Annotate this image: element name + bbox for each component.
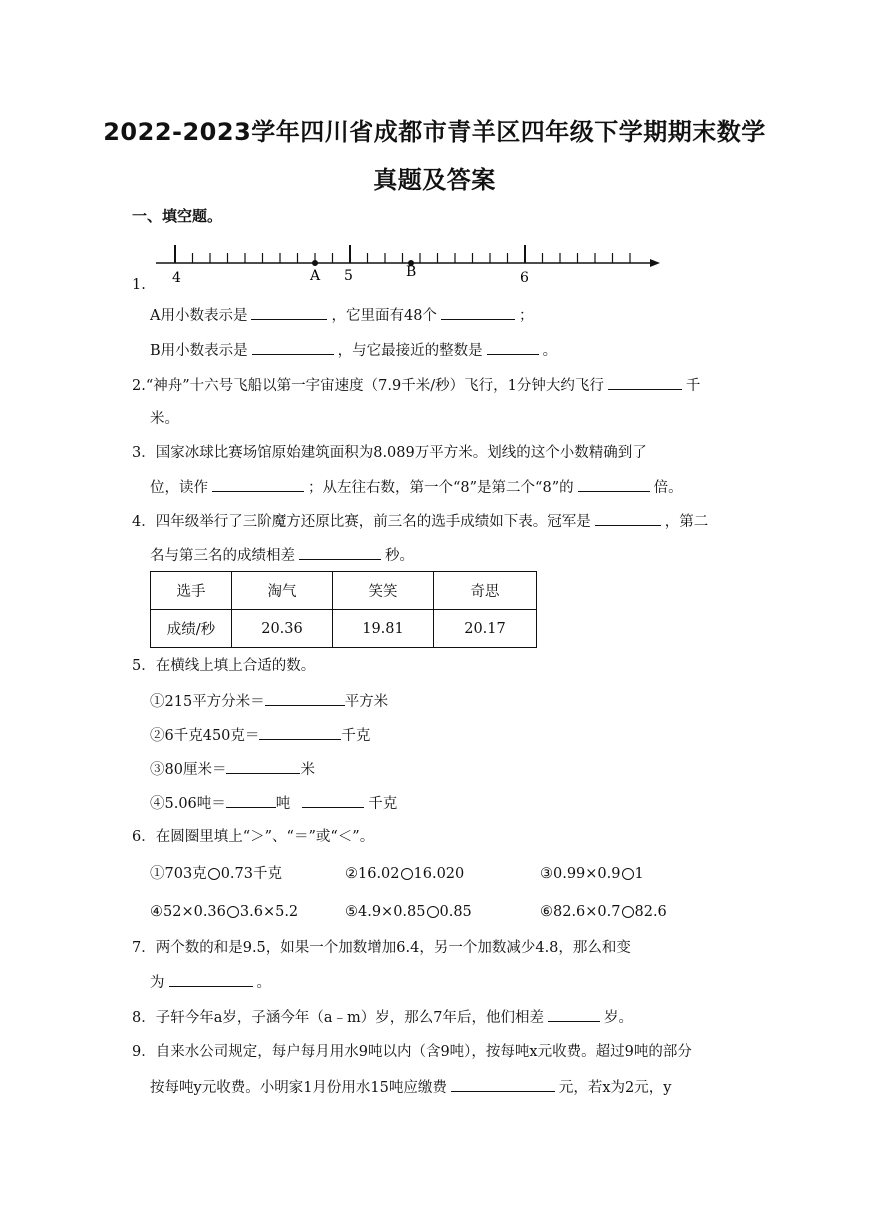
table-cell: 19.81 [333,610,434,648]
q6-item5-right: 0.85 [439,904,472,920]
q5-item2 [150,725,370,746]
q7-text2: 。 [256,975,271,991]
q6-item3 [540,864,644,884]
compare-circle[interactable] [227,906,239,918]
q6-item2-left: ②16.02 [345,866,400,882]
q7-blank[interactable] [169,972,253,987]
q8-text2: 岁。 [604,1010,633,1026]
label-B: B [406,264,417,280]
compare-circle[interactable] [401,868,413,880]
q5-item4 [150,793,397,814]
q6-item1-right: 0.73千克 [220,866,282,882]
q9-line1: 9．自来水公司规定，每户每月用水9吨以内（含9吨），按每吨x元收费。超过9吨的部分 [132,1044,692,1060]
number-line-ticks [175,245,630,263]
page-title-line1: 2022-2023学年四川省成都市青羊区四年级下学期期末数学 [103,118,766,146]
q5-item2-text: ②6千克450克＝ [150,728,260,744]
q3-blank1[interactable] [212,477,304,492]
table-cell: 成绩/秒 [151,610,232,648]
q9-text1: 按每吨y元收费。小明家1月份用水15吨应缴费 [150,1080,447,1096]
q3-text3: 倍。 [653,480,683,496]
q3-text1: 位，读作 [150,480,208,496]
table-header-cell: 奇思 [434,572,537,610]
q6-item3-right: 1 [634,866,644,882]
label-4: 4 [172,270,181,286]
q2-line1 [132,375,700,396]
q1-b-text2: ，与它最接近的整数是 [337,343,483,359]
q2-line2: 米。 [150,411,179,427]
q5-item1-unit: 平方米 [344,694,389,710]
q5-item4-unit2: 千克 [368,796,398,812]
q1-b-blank1[interactable] [252,340,334,355]
q2-blank[interactable] [608,375,682,390]
q5-line: 5．在横线上填上合适的数。 [132,658,316,674]
q1-b-text1: B用小数表示是 [150,343,248,359]
compare-circle[interactable] [622,906,634,918]
q1-b-text3: 。 [542,343,558,359]
q1-number: 1. [132,277,146,293]
number-line-arrow [650,259,660,267]
q6-line: 6．在圆圈里填上“＞”、“＝”或“＜”。 [132,829,375,845]
q5-item2-blank[interactable] [259,725,341,740]
q8-line [132,1007,633,1028]
q4-text3: 名与第三名的成绩相差 [150,548,295,564]
q6-item2 [345,864,464,884]
q6-item1 [150,864,282,884]
q6-item4 [150,902,298,922]
q4-blank1[interactable] [595,511,661,526]
section-heading: 一、填空题。 [132,207,223,225]
q6-item6-left: ⑥82.6×0.7 [540,904,621,920]
q1-a-blank2[interactable] [441,305,515,320]
q9-blank[interactable] [451,1077,555,1092]
q5-item3-blank[interactable] [226,759,300,774]
table-header-cell: 淘气 [232,572,333,610]
table-cell: 20.36 [232,610,333,648]
q5-item4-blank2[interactable] [302,793,364,808]
number-line [150,236,670,288]
q5-item4-blank1[interactable] [226,793,276,808]
q1-a-blank1[interactable] [251,305,327,320]
q3-text2: ；从左往右数，第一个“8”是第二个“8”的 [308,480,574,496]
q6-item1-left: ①703克 [150,866,207,882]
q5-item4-text: ④5.06吨＝ [150,796,226,812]
q6-item6 [540,902,667,922]
q5-item1 [150,691,388,712]
q1-line-b [150,340,557,361]
q4-blank2[interactable] [299,545,381,560]
q1-a-text2: ，它里面有48个 [331,308,437,324]
table-row [151,610,537,648]
q6-item4-left: ④52×0.36 [150,904,226,920]
q6-item5-left: ⑤4.9×0.85 [345,904,426,920]
q9-line2 [150,1077,671,1098]
q4-line2 [150,545,414,566]
q3-line1: 3．国家冰球比赛场馆原始建筑面积为8.089万平方米。划线的这个小数精确到了 [132,445,647,461]
q5-item1-blank[interactable] [265,691,345,706]
q4-line1 [132,511,708,532]
q5-item3-unit: 米 [300,762,315,778]
q6-item3-left: ③0.99×0.9 [540,866,621,882]
table-header-cell: 选手 [151,572,232,610]
q9-text2: 元，若x为2元，y [558,1080,672,1096]
q3-line2 [150,477,683,498]
table-header-cell: 笑笑 [333,572,434,610]
q5-item3 [150,759,315,780]
q1-a-text3: ； [518,308,534,324]
label-6: 6 [520,270,529,286]
q1-a-text1: A用小数表示是 [150,308,248,324]
q1-line-a [150,305,533,326]
q7-text1: 为 [150,975,165,991]
q8-blank[interactable] [548,1007,600,1022]
q2-text2: 千 [685,378,701,394]
point-A [312,260,318,266]
q5-item1-text: ①215平方分米＝ [150,694,265,710]
q5-item4-unit1: 吨 [275,796,291,812]
q4-text1: 4．四年级举行了三阶魔方还原比赛，前三名的选手成绩如下表。冠军是 [132,514,591,530]
compare-circle[interactable] [427,906,439,918]
compare-circle[interactable] [622,868,634,880]
q4-text2: ，第二 [664,514,709,530]
q6-item6-right: 82.6 [634,904,667,920]
q7-line1: 7．两个数的和是9.5，如果一个加数增加6.4，另一个加数减少4.8，那么和变 [132,940,631,956]
score-table [150,571,537,648]
q6-item2-right: 16.020 [413,866,465,882]
q2-text1: 2.“神舟”十六号飞船以第一宇宙速度（7.9千米/秒）飞行，1分钟大约飞行 [132,378,604,394]
q3-blank2[interactable] [578,477,650,492]
table-cell: 20.17 [434,610,537,648]
page-title-line2: 真题及答案 [373,166,496,194]
q7-line2 [150,972,271,993]
q4-text4: 秒。 [385,548,414,564]
compare-circle[interactable] [208,868,220,880]
label-5: 5 [344,268,353,284]
label-A: A [310,268,321,284]
q6-item5 [345,902,472,922]
table-header-row [151,572,537,610]
q1-b-blank2[interactable] [487,340,539,355]
q5-item3-text: ③80厘米＝ [150,762,227,778]
q8-text1: 8．子轩今年a岁，子涵今年（a﹣m）岁，那么7年后，他们相差 [132,1010,544,1026]
q6-item4-right: 3.6×5.2 [239,904,299,920]
q5-item2-unit: 千克 [341,728,371,744]
